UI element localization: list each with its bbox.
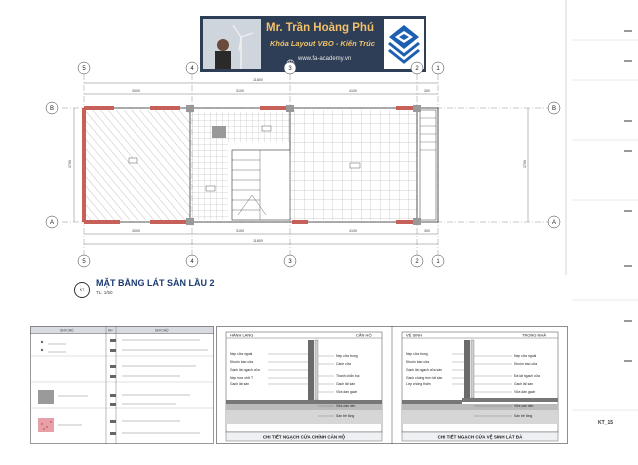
label-wc-door-frame: Khuôn bao cửa [406,360,430,364]
label-floor-tile-2: Gạch lát sàn [336,382,356,386]
label-screed: Vữa cán nền [336,404,356,408]
grid-bubble-4-bottom: 4 [190,259,194,265]
dim-bottom-2: 3150 [236,229,244,233]
label-outer-trim: Nẹp cửa ngoài [230,352,253,356]
label-inner-trim: Nẹp cửa trong [336,354,358,358]
legend-header-note-2: GHI CHÚ [155,328,169,333]
label-wc-screed: Vữa cán nền [514,404,534,408]
grid-bubble-5-bottom: 5 [82,259,86,265]
plan-title: MẶT BẰNG LÁT SÀN LẦU 2 [96,278,215,288]
dim-side-left: 3700 [68,160,72,168]
dim-bottom-1: 3000 [132,229,140,233]
dim-top-4: 300 [424,89,430,93]
dim-top-total: 11800 [253,78,263,82]
dim-bottom-3: 4100 [349,229,357,233]
label-wc-waterproof: Lớp chống thấm [406,382,431,386]
staircase [232,150,290,220]
grid-bubble-4-top: 4 [190,66,194,72]
zone-indoor: TRONG NHÀ [522,332,546,338]
zone-wc: VỆ SINH [406,332,423,338]
grid-bubble-2-bottom: 2 [415,259,419,265]
legend-header-code: KH [108,328,113,333]
sheet-code: KT_15 [598,420,614,426]
grid-bubble-b-left: B [49,106,55,112]
course-name: Khóa Layout VBO - Kiến Trúc [270,39,375,48]
label-wc-outer-trim: Nẹp cửa ngoài [514,354,537,358]
grid-bubble-b-right: B [551,106,557,112]
label-wc-antislip: Gạch chống trơn lát sàn [406,376,443,380]
label-wc-mortar: Vữa dán gạch [514,390,536,394]
grid-bubble-1-bottom: 1 [436,259,440,265]
presenter-name: Mr. Trần Hoàng Phú [266,22,374,34]
grid-bubble-a-right: A [551,220,557,226]
label-wc-inner-trim: Nẹp cửa trong [406,352,428,356]
caption-wc-door: CHI TIẾT NGẠCH CỬA VỆ SINH LÁT ĐÁ [437,434,523,440]
website-link[interactable]: www.fa-academy.vn [298,56,352,62]
label-wc-slab: Sàn bê tông [514,414,533,418]
grid-bubble-3-top: 3 [288,66,292,72]
grid-bubble-5-top: 5 [82,66,86,72]
grid-bubble-1-top: 1 [436,66,440,72]
label-tile-mortar: Vữa dán gạch [336,390,358,394]
bedroom-floor [86,110,190,220]
dim-bottom-total: 11800 [253,239,263,243]
dim-top-3: 4100 [349,89,357,93]
label-inox-t: Nẹp inox chữ T [230,376,254,380]
plan-scale: TL: 1/50 [96,290,113,295]
label-floor-tile: Gạch lát sàn [230,382,250,386]
label-dust-bar: Thanh chắn bụi [336,374,360,378]
grid-bubble-3-bottom: 3 [288,259,292,265]
drawing-tag: KT [74,282,90,298]
zone-apartment: CĂN HỘ [356,332,372,338]
label-door-leaf: Cánh cửa [336,362,351,366]
label-wc-frame-2: Khuôn bao cửa [514,362,538,366]
label-door-frame: Khuôn bao cửa [230,360,254,364]
dim-top-1: 3000 [132,89,140,93]
zone-corridor: HÀNH LANG [230,332,254,338]
label-threshold-tile: Gạch lát ngạch cửa [230,368,260,372]
legend-header-note: GHI CHÚ [60,328,74,333]
grid-bubble-2-top: 2 [415,66,419,72]
caption-main-door: CHI TIẾT NGẠCH CỬA CHÍNH CĂN HỘ [262,434,346,440]
label-wc-threshold: Gạch lát ngạch cửa sàn [406,368,443,372]
label-wc-stone: Đá lát ngạch cửa [514,374,540,378]
label-wc-floor-tile: Gạch lát sàn [514,382,534,386]
dim-bottom-4: 300 [424,229,430,233]
label-concrete-slab: Sàn bê tông [336,414,355,418]
threshold-details [216,326,568,444]
dim-side-right: 3700 [523,160,527,168]
dim-top-2: 3100 [236,89,244,93]
title-block-strip [572,0,638,460]
grid-bubble-a-left: A [49,220,55,226]
legend-table [30,326,214,444]
